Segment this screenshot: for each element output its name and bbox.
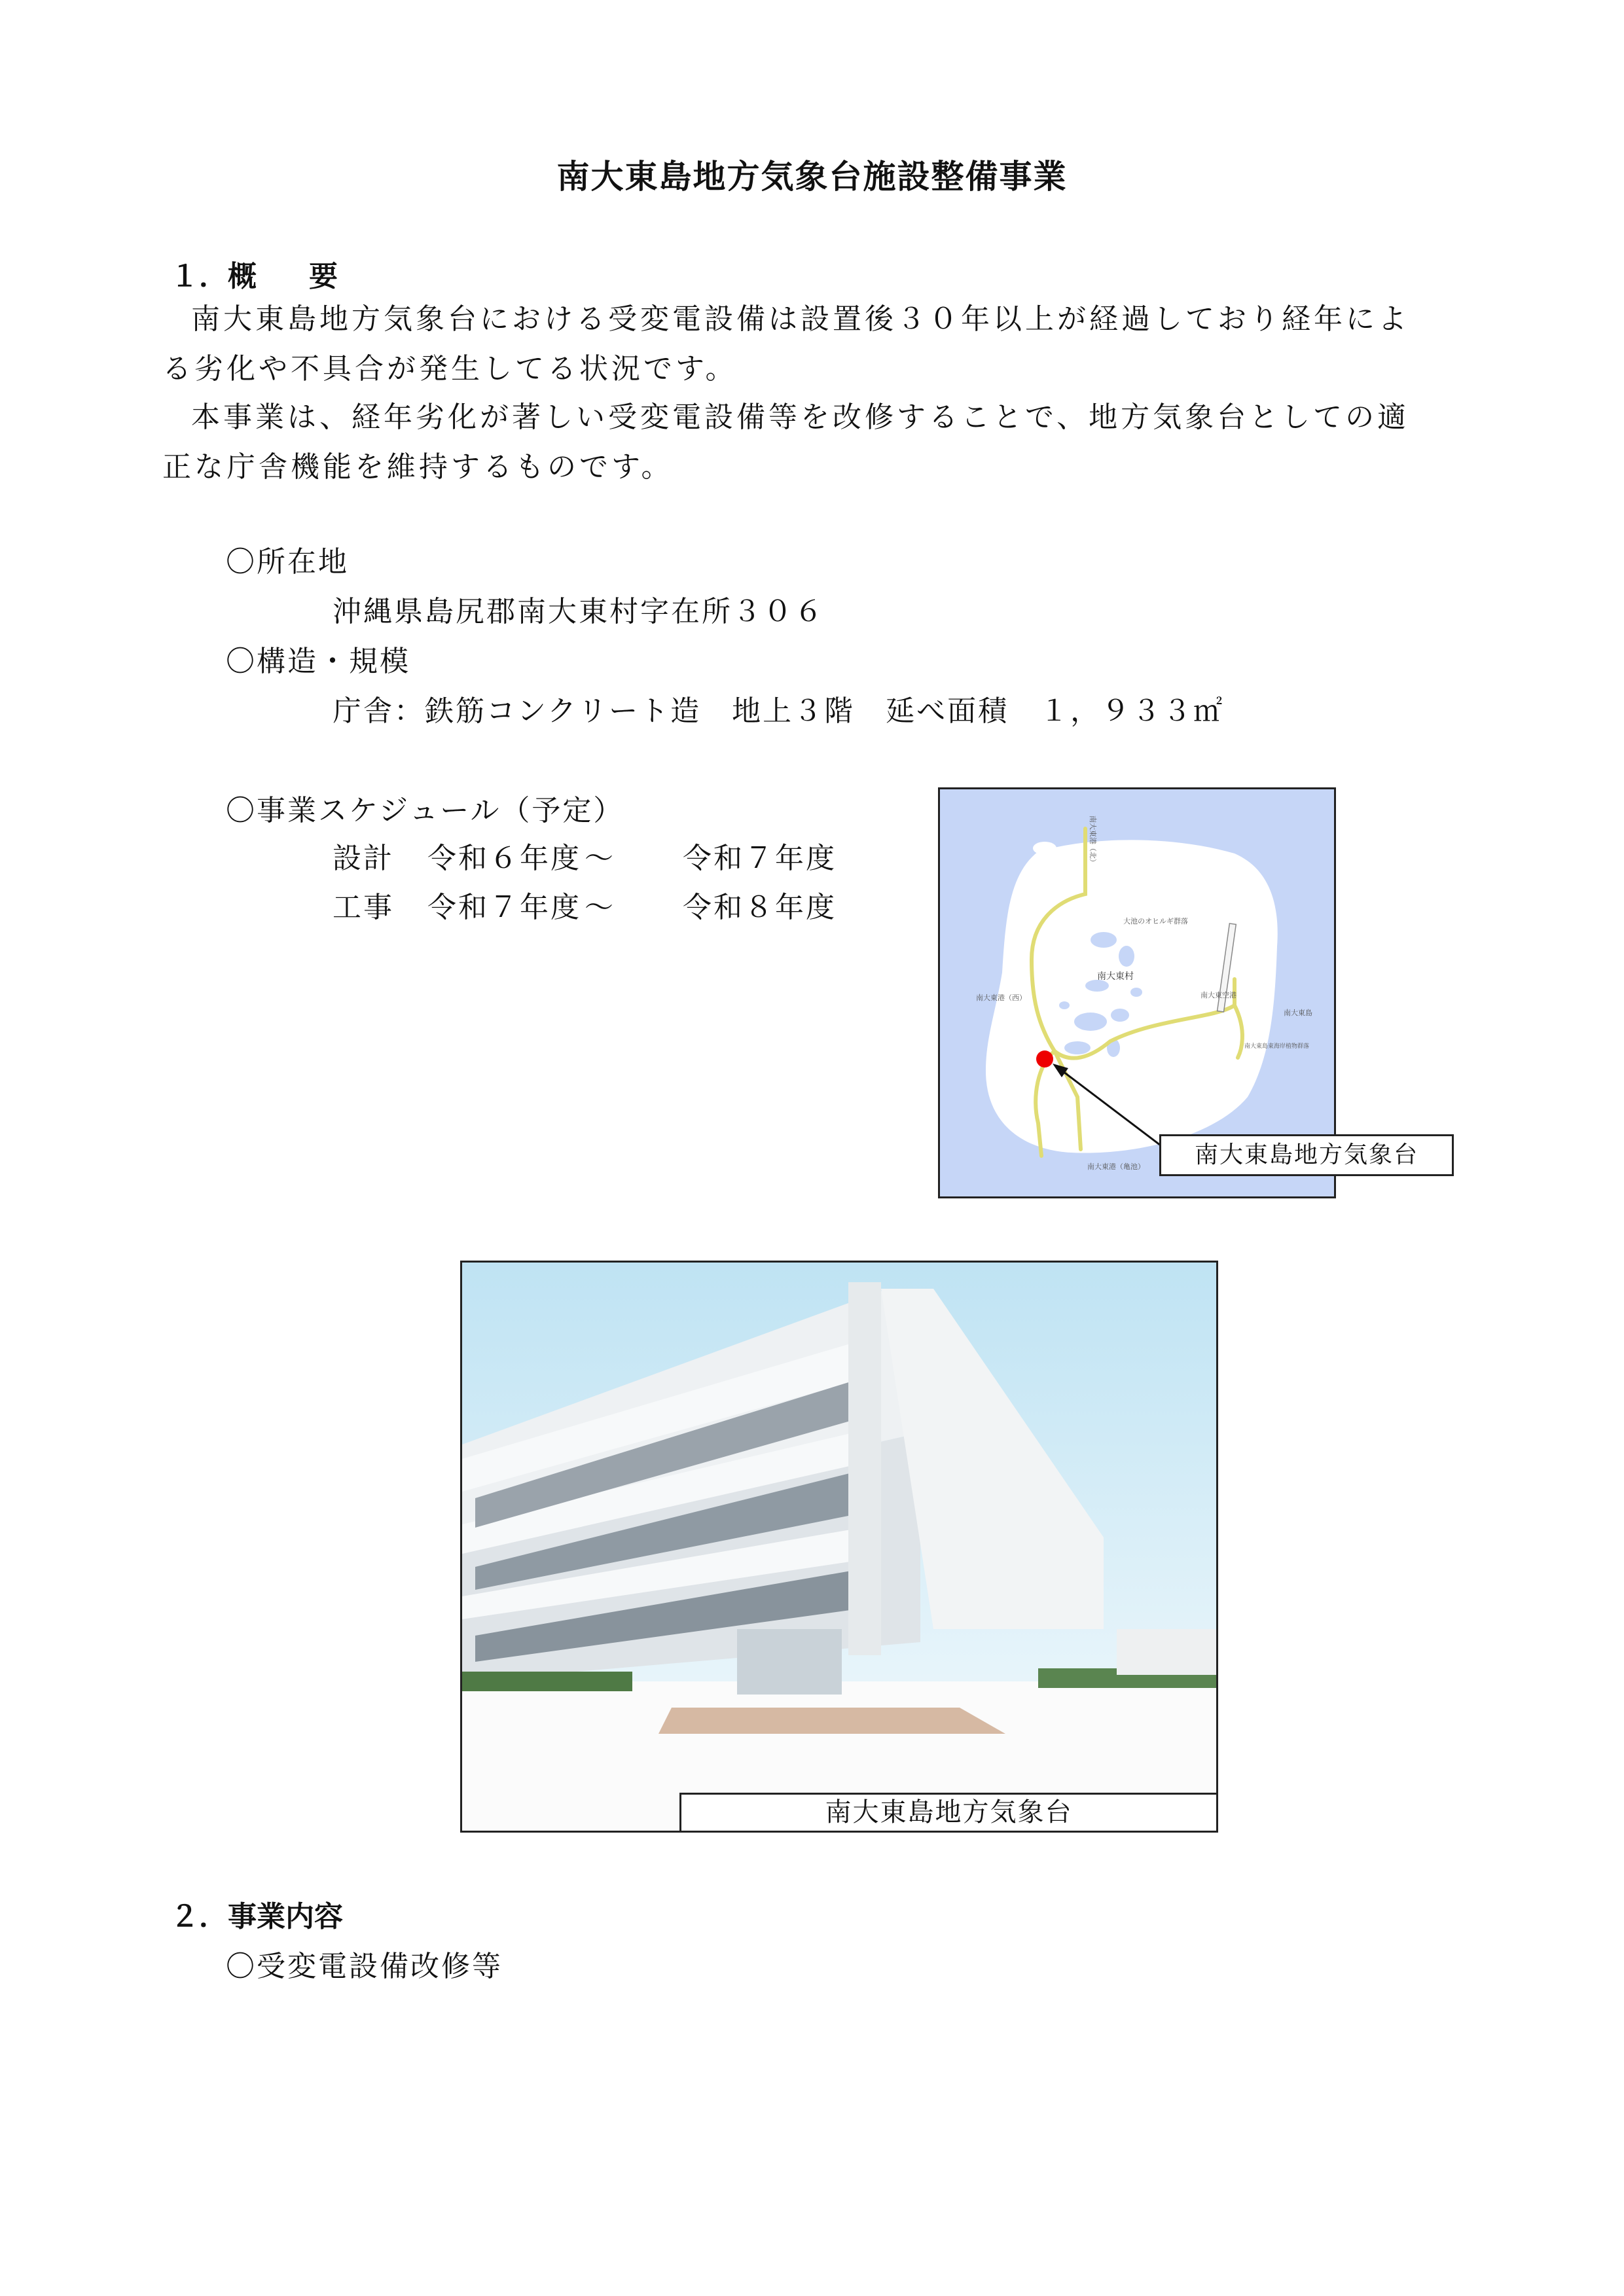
section-1-title: 概 要 [228,260,350,293]
map-label-south-port: 南大東港（亀池） [1087,1162,1145,1171]
section-1-number: １． [170,260,228,293]
structure-value: 庁舎：鉄筋コンクリート造 地上３階 延べ面積 １，９３３㎡ [333,694,1225,728]
section-1-heading [170,253,350,295]
schedule-row-design [333,834,837,876]
map-label-pond: 大池のオヒルギ群落 [1123,917,1188,925]
photo-background-building [1117,1629,1218,1675]
structure-heading: 〇構造・規模 [226,645,410,678]
schedule-label: 設計 [333,842,394,875]
para2-line1: 本事業は、経年劣化が著しい受変電設備等を改修することで、地方気象台としての適 [191,401,1410,434]
map-label-plant: 南大東島東海岸植物群落 [1244,1043,1310,1050]
building-photo [460,1261,1218,1833]
location-value: 沖縄県島尻郡南大東村字在所３０６ [333,595,825,628]
schedule-label: 工事 [333,891,394,924]
overview-paragraph-2 [162,393,1426,492]
map-label-north-port: 南大東港（北） [1089,816,1097,866]
overview-paragraph-1 [162,295,1426,394]
section-2-title: 事業内容 [228,1900,343,1933]
building-photo-graphic [462,1263,1218,1833]
building-column [848,1282,881,1655]
para2-line2: 正な庁舎機能を維持するものです。 [162,450,674,484]
section-2-heading [170,1893,343,1935]
photo-caption: 南大東島地方気象台 [679,1793,1218,1833]
photo-hedge [462,1672,632,1691]
para1-line1: 南大東島地方気象台における受変電設備は設置後３０年以上が経過しており経年によ [191,302,1410,336]
section-2-item: 〇受変電設備改修等 [226,1950,503,1983]
schedule-end: 令和８年度 [683,891,837,924]
photo-steps [659,1708,1005,1734]
para1-line2: る劣化や不具合が発生してる状況です。 [162,352,738,386]
schedule-separator: ～ [585,842,615,875]
map-label-village: 南大東村 [1097,971,1134,982]
section-2-number: ２． [170,1900,228,1933]
map-label-airport: 南大東空港 [1200,991,1236,999]
map-label-west-port: 南大東港（西） [976,994,1026,1002]
map-label-island: 南大東島 [1284,1009,1312,1017]
page-title: 南大東島地方気象台施設整備事業 [556,158,1068,196]
schedule-end: 令和７年度 [683,842,837,875]
schedule-row-construction [333,884,837,925]
map-callout-label: 南大東島地方気象台 [1159,1134,1454,1176]
schedule-start: 令和６年度 [427,842,581,875]
schedule-separator: ～ [585,891,615,924]
map-location-marker [1036,1050,1053,1067]
location-heading: 〇所在地 [226,545,349,579]
map-islet [1033,842,1056,855]
building-entrance [737,1629,842,1695]
schedule-start: 令和７年度 [427,891,581,924]
schedule-heading: 〇事業スケジュール（予定） [226,794,624,827]
